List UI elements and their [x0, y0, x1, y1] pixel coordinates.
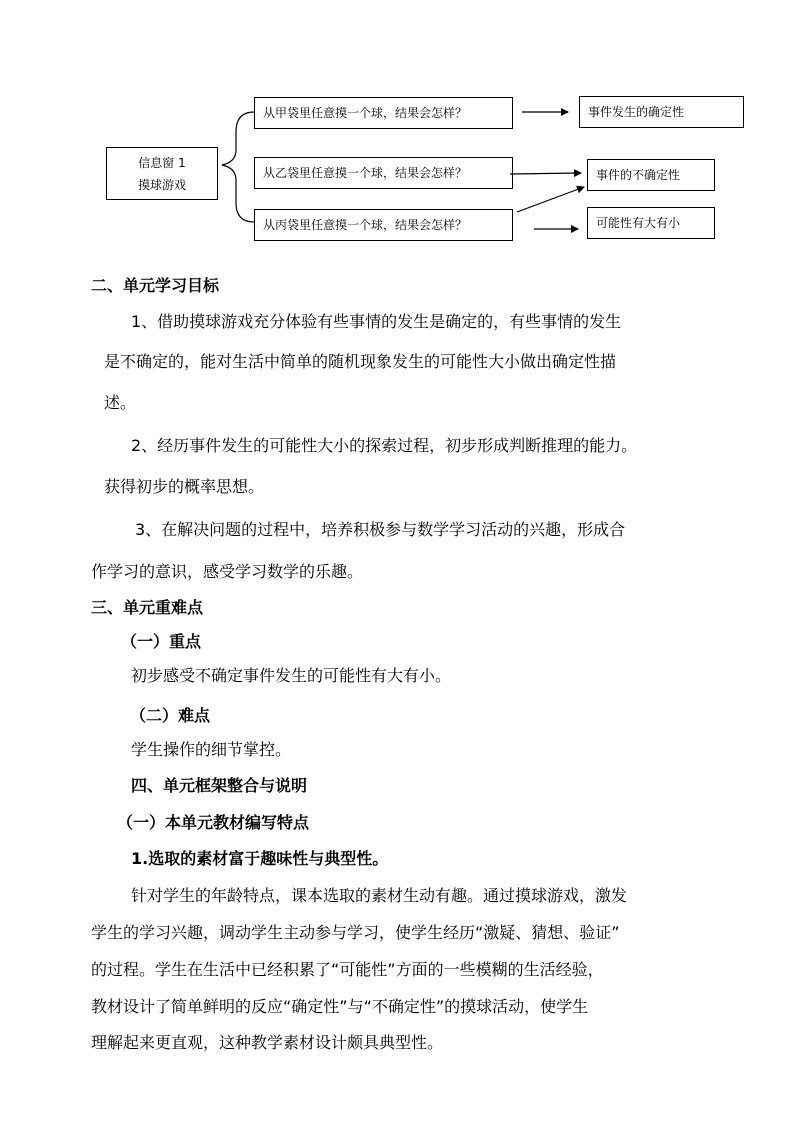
- section-heading-2: 二、单元学习目标: [91, 276, 220, 295]
- arrow-q3-r2: [517, 187, 584, 212]
- result-box-2: [587, 159, 715, 191]
- point-1-line-5: 理解起来更直观，这种教学素材设计颇具典型性。: [91, 1033, 444, 1052]
- difficulty-heading: （二）难点: [130, 706, 211, 725]
- arrow-q2-r2: [510, 173, 581, 174]
- result-text: 事件发生的确定性: [588, 105, 685, 119]
- point-1-line-2: 学生的学习兴趣，调动学生主动参与学习，使学生经历“激疑、猜想、验证”: [91, 923, 620, 942]
- root-label-line2: 摸球游戏: [137, 177, 186, 192]
- root-box: [106, 147, 218, 200]
- goal-3-line-1: 3、在解决问题的过程中，培养积极参与数学学习活动的兴趣，形成合: [135, 520, 626, 539]
- result-box-3: [587, 207, 715, 239]
- key-point-heading: （一）重点: [121, 632, 202, 651]
- root-label-line1: 信息窗 1: [138, 155, 186, 170]
- result-text: 事件的不确定性: [596, 168, 681, 182]
- question-text: 从甲袋里任意摸一个球，结果会怎样？: [263, 106, 468, 120]
- section-heading-4: 四、单元框架整合与说明: [131, 776, 308, 795]
- difficulty-text: 学生操作的细节掌控。: [131, 740, 292, 759]
- question-box-1: [254, 97, 513, 129]
- question-text: 从乙袋里任意摸一个球，结果会怎样？: [263, 166, 468, 180]
- result-text: 可能性有大有小: [596, 216, 681, 230]
- goal-2-line-1: 2、经历事件发生的可能性大小的探索过程，初步形成判断推理的能力。: [131, 436, 638, 455]
- point-1-line-3: 的过程。学生在生活中已经积累了“可能性”方面的一些模糊的生活经验，: [91, 960, 604, 979]
- goal-3-line-2: 作学习的意识，感受学习数学的乐趣。: [91, 562, 364, 581]
- goal-1-line-1: 1、借助摸球游戏充分体验有些事情的发生是确定的，有些事情的发生: [131, 312, 622, 331]
- section-4-subheading: （一）本单元教材编写特点: [117, 813, 310, 832]
- section-heading-3: 三、单元重难点: [91, 598, 204, 617]
- goal-1-line-2: 是不确定的，能对生活中简单的随机现象发生的可能性大小做出确定性描: [104, 352, 617, 371]
- goal-1-line-3: 述。: [104, 393, 137, 412]
- point-1-line-4: 教材设计了简单鲜明的反应“确定性”与“不确定性”的摸球活动，使学生: [91, 997, 589, 1016]
- question-box-2: [254, 157, 513, 189]
- key-point-text: 初步感受不确定事件发生的可能性有大有小。: [131, 666, 452, 685]
- brace: [222, 112, 254, 222]
- point-1-heading: 1.选取的素材富于趣味性与典型性。: [131, 849, 389, 868]
- point-1-line-1: 针对学生的年龄特点，课本选取的素材生动有趣。通过摸球游戏，激发: [131, 886, 628, 905]
- goal-2-line-2: 获得初步的概率思想。: [104, 477, 265, 496]
- result-box-1: [579, 96, 744, 128]
- question-text: 从丙袋里任意摸一个球，结果会怎样？: [263, 218, 468, 232]
- question-box-3: [254, 209, 513, 241]
